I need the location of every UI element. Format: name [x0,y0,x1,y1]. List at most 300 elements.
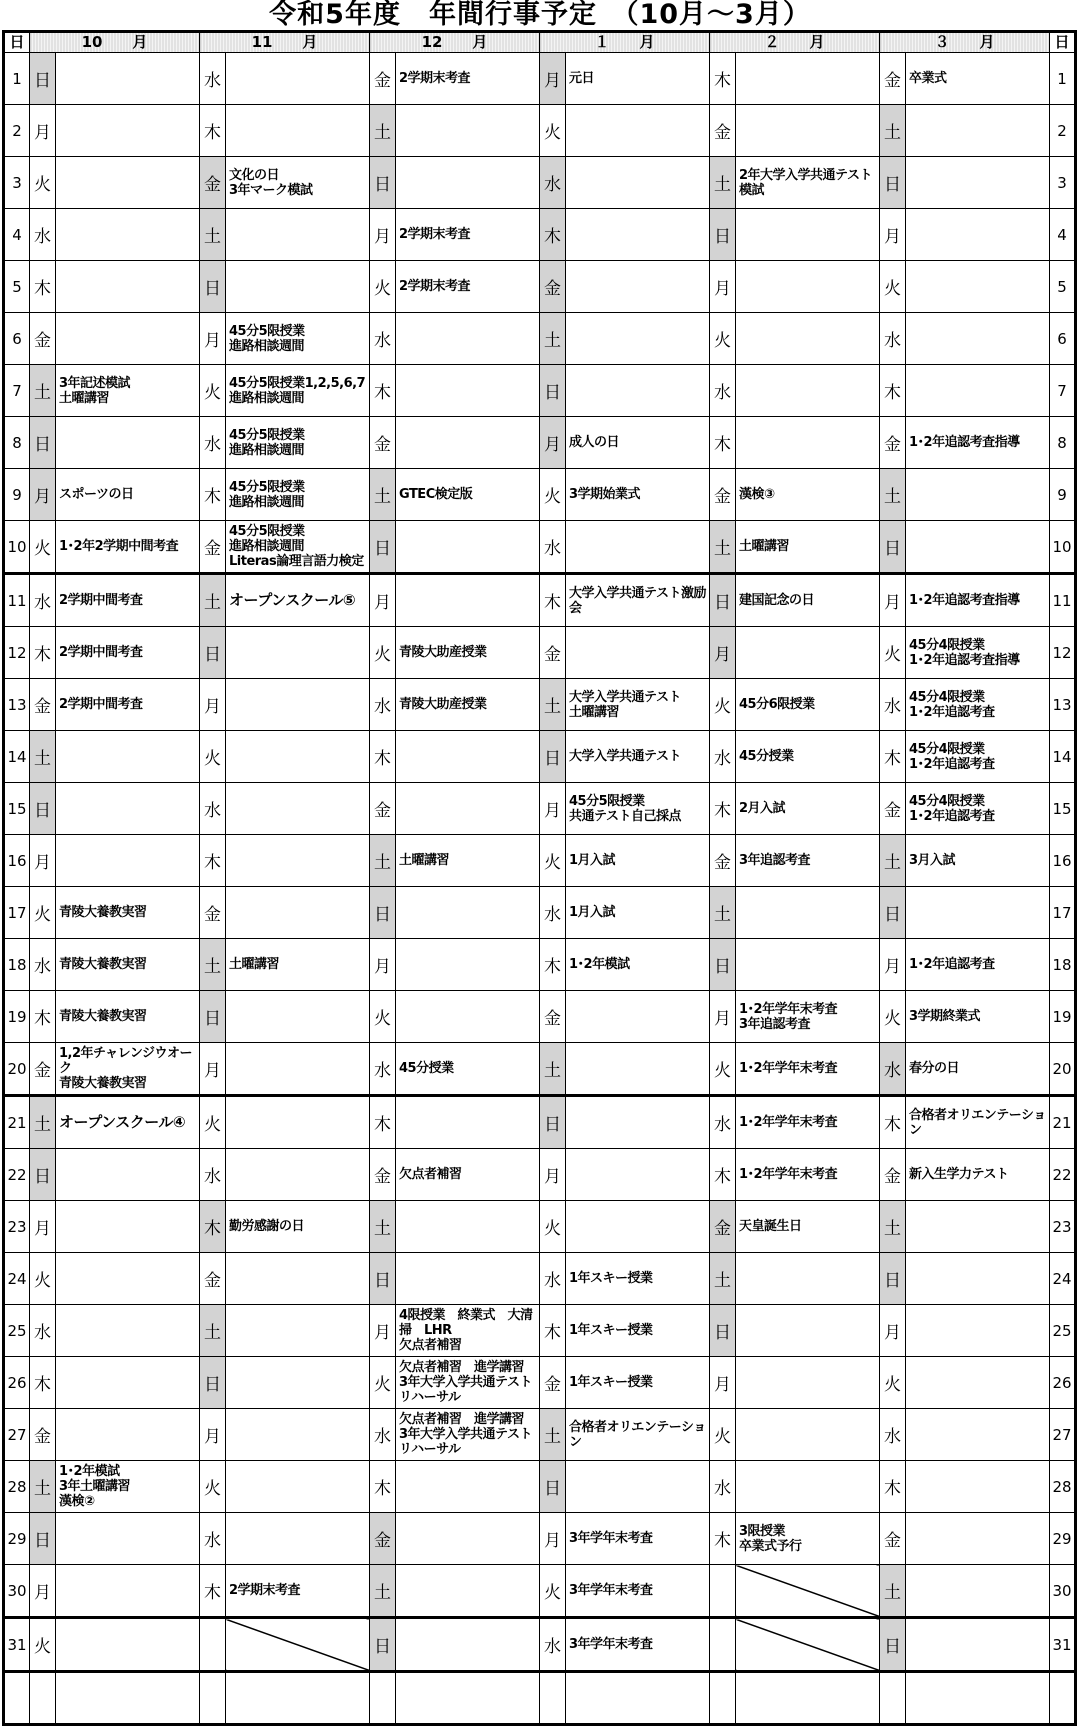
weekday-cell: 日 [200,261,226,313]
weekday-cell: 木 [370,365,396,417]
event-cell: 1月入試 [566,835,710,887]
day-number: 13 [4,679,30,731]
weekday-cell: 水 [880,679,906,731]
event-cell: 青陵大助産授業 [396,679,540,731]
day-number: 25 [4,1305,30,1357]
weekday-cell: 月 [30,1201,56,1253]
event-cell [566,157,710,209]
day-number-right: 15 [1050,783,1076,835]
event-cell [226,991,370,1043]
event-cell: 45分5限授業 進路相談週間 Literas論理言語力検定 [226,521,370,574]
day-number-right: 12 [1050,627,1076,679]
weekday-cell: 火 [30,1253,56,1305]
event-cell: 1･2年追認考査指導 [906,417,1050,469]
day-row [4,783,1076,835]
weekday-cell: 土 [880,469,906,521]
event-cell [56,1357,200,1409]
day-row [4,1357,1076,1409]
blank-cell [566,1672,710,1725]
weekday-cell: 土 [370,469,396,521]
weekday-cell: 月 [370,939,396,991]
weekday-cell: 火 [540,1201,566,1253]
day-number-right: 1 [1050,53,1076,105]
weekday-cell: 土 [200,939,226,991]
weekday-cell: 木 [540,939,566,991]
event-cell: 1･2年追認考査 [906,939,1050,991]
event-cell [906,1201,1050,1253]
weekday-cell: 金 [30,1043,56,1096]
event-cell: オープンスクール⑤ [226,574,370,627]
weekday-cell: 水 [200,1149,226,1201]
day-number-right: 6 [1050,313,1076,365]
weekday-cell: 金 [880,1149,906,1201]
weekday-cell: 木 [710,1149,736,1201]
day-number-right: 23 [1050,1201,1076,1253]
day-number-right: 5 [1050,261,1076,313]
weekday-cell: 金 [540,991,566,1043]
event-cell: 3年記述模試 土曜講習 [56,365,200,417]
day-number: 7 [4,365,30,417]
event-cell [56,1253,200,1305]
weekday-cell: 水 [30,1305,56,1357]
weekday-cell: 日 [370,521,396,574]
weekday-cell: 火 [540,835,566,887]
event-cell: 土曜講習 [396,835,540,887]
blank-row [4,1672,1076,1725]
weekday-cell: 金 [30,313,56,365]
weekday-cell: 木 [200,835,226,887]
weekday-cell: 土 [540,679,566,731]
day-row [4,1565,1076,1618]
day-number-right: 10 [1050,521,1076,574]
weekday-cell: 日 [880,1618,906,1672]
day-number: 2 [4,105,30,157]
event-cell: 天皇誕生日 [736,1201,880,1253]
event-cell: 1･2年学年末考査 [736,1043,880,1096]
weekday-cell: 月 [710,261,736,313]
event-cell [736,627,880,679]
event-cell [906,261,1050,313]
weekday-cell: 木 [30,991,56,1043]
weekday-cell: 日 [540,731,566,783]
weekday-cell: 水 [880,1043,906,1096]
page-title: 令和5年度 年間行事予定 （10月～3月） [269,0,811,30]
event-cell [736,1461,880,1513]
day-number: 19 [4,991,30,1043]
weekday-cell: 金 [710,1201,736,1253]
weekday-cell: 水 [540,1253,566,1305]
weekday-cell: 火 [540,105,566,157]
weekday-cell: 月 [30,835,56,887]
weekday-cell: 水 [880,313,906,365]
event-cell [56,157,200,209]
weekday-cell: 土 [200,1305,226,1357]
event-cell [736,1253,880,1305]
weekday-cell: 日 [880,1253,906,1305]
weekday-cell: 木 [200,105,226,157]
event-cell [906,313,1050,365]
event-cell [906,1409,1050,1461]
weekday-cell: 土 [200,574,226,627]
event-cell: 1･2年模試 3年土曜講習 漢検② [56,1461,200,1513]
weekday-cell: 土 [710,887,736,939]
day-number: 31 [4,1618,30,1672]
day-number: 11 [4,574,30,627]
day-number-right: 7 [1050,365,1076,417]
weekday-cell: 火 [30,887,56,939]
event-cell [226,731,370,783]
event-cell [906,887,1050,939]
weekday-cell: 日 [540,365,566,417]
event-cell: 1月入試 [566,887,710,939]
blank-cell [396,1672,540,1725]
event-cell: 1･2年模試 [566,939,710,991]
weekday-cell: 金 [540,627,566,679]
weekday-cell: 火 [880,991,906,1043]
day-row [4,1096,1076,1149]
event-cell [906,1357,1050,1409]
weekday-cell: 水 [540,157,566,209]
day-number: 3 [4,157,30,209]
weekday-cell: 金 [30,1409,56,1461]
weekday-cell: 金 [370,1149,396,1201]
event-cell: 2年大学入学共通テスト模試 [736,157,880,209]
day-row [4,1513,1076,1565]
event-cell [56,835,200,887]
weekday-cell: 火 [370,627,396,679]
event-cell [396,365,540,417]
event-cell [396,105,540,157]
event-cell [226,1043,370,1096]
day-number: 6 [4,313,30,365]
event-cell [736,417,880,469]
weekday-cell: 月 [540,417,566,469]
event-cell [566,209,710,261]
event-cell [906,1461,1050,1513]
weekday-cell: 水 [30,209,56,261]
weekday-cell: 火 [370,991,396,1043]
blank-cell [370,1672,396,1725]
weekday-cell: 金 [540,261,566,313]
day-number-right: 29 [1050,1513,1076,1565]
weekday-cell: 月 [30,469,56,521]
weekday-cell: 火 [880,261,906,313]
day-row [4,574,1076,627]
weekday-cell: 水 [880,1409,906,1461]
event-cell [906,1565,1050,1618]
weekday-cell: 水 [200,783,226,835]
weekday-cell: 月 [370,1305,396,1357]
blank-cell [56,1672,200,1725]
event-cell [396,417,540,469]
event-cell [396,783,540,835]
event-cell: 1･2年学年末考査 [736,1149,880,1201]
weekday-cell: 水 [540,521,566,574]
day-number: 22 [4,1149,30,1201]
event-cell [566,365,710,417]
weekday-cell: 金 [370,783,396,835]
event-cell: 1･2年追認考査指導 [906,574,1050,627]
weekday-cell: 月 [200,1409,226,1461]
blank-cell [200,1672,226,1725]
event-cell [226,1253,370,1305]
weekday-cell: 土 [540,1043,566,1096]
weekday-cell: 木 [710,783,736,835]
event-cell: 45分授業 [396,1043,540,1096]
weekday-cell: 土 [710,521,736,574]
event-cell: 1･2年学年末考査 3年追認考査 [736,991,880,1043]
weekday-cell: 木 [370,1461,396,1513]
event-cell [226,1305,370,1357]
day-row [4,365,1076,417]
event-cell: 勤労感謝の日 [226,1201,370,1253]
weekday-cell: 土 [370,835,396,887]
event-cell [56,1618,200,1672]
weekday-cell: 水 [540,887,566,939]
weekday-cell: 火 [540,1565,566,1618]
event-cell [56,1513,200,1565]
weekday-cell: 水 [200,1513,226,1565]
day-number: 1 [4,53,30,105]
event-cell: 青陵大養教実習 [56,991,200,1043]
event-cell: 欠点者補習 進学講習 3年大学入学共通テストリハーサル [396,1409,540,1461]
event-cell: 45分授業 [736,731,880,783]
schedule-table [2,30,1077,1726]
event-cell [566,1461,710,1513]
weekday-cell: 金 [710,469,736,521]
event-cell: 3年追認考査 [736,835,880,887]
weekday-cell: 木 [200,469,226,521]
event-cell [906,1253,1050,1305]
event-cell [566,1201,710,1253]
event-cell: 元日 [566,53,710,105]
weekday-cell: 金 [370,53,396,105]
weekday-cell: 土 [30,365,56,417]
weekday-cell: 月 [880,209,906,261]
day-row [4,991,1076,1043]
header-row [4,32,1076,53]
weekday-cell: 土 [880,1565,906,1618]
event-cell: 青陵大助産授業 [396,627,540,679]
weekday-cell: 火 [370,1357,396,1409]
weekday-cell: 日 [370,1618,396,1672]
weekday-cell: 日 [200,1357,226,1409]
weekday-cell: 火 [200,1461,226,1513]
weekday-cell: 水 [370,313,396,365]
event-cell: 3月入試 [906,835,1050,887]
weekday-cell: 月 [200,679,226,731]
weekday-cell: 火 [710,313,736,365]
day-row [4,521,1076,574]
event-cell [56,105,200,157]
weekday-cell: 木 [200,1565,226,1618]
event-cell [226,887,370,939]
weekday-cell: 金 [370,1513,396,1565]
month-header: ２ 月 [710,32,880,53]
weekday-cell: 金 [540,1357,566,1409]
weekday-cell: 月 [540,53,566,105]
month-header: 12 月 [370,32,540,53]
weekday-cell: 火 [880,1357,906,1409]
day-number-right: 18 [1050,939,1076,991]
event-cell: 春分の日 [906,1043,1050,1096]
event-cell [906,365,1050,417]
event-cell [906,209,1050,261]
event-cell [736,939,880,991]
weekday-cell: 日 [540,1461,566,1513]
event-cell [396,1618,540,1672]
event-cell [226,1461,370,1513]
event-cell: 土曜講習 [736,521,880,574]
event-cell [226,835,370,887]
event-cell [56,1201,200,1253]
day-number-right: 2 [1050,105,1076,157]
weekday-cell: 木 [710,417,736,469]
event-cell: 2学期末考査 [396,53,540,105]
day-number: 24 [4,1253,30,1305]
event-cell [226,53,370,105]
weekday-cell: 木 [30,627,56,679]
event-cell [736,1618,880,1672]
event-cell [226,261,370,313]
event-cell: 土曜講習 [226,939,370,991]
event-cell: 4限授業 終業式 大清掃 LHR 欠点者補習 [396,1305,540,1357]
event-cell: 3年学年末考査 [566,1565,710,1618]
blank-cell [906,1672,1050,1725]
event-cell [736,261,880,313]
weekday-cell: 土 [880,835,906,887]
event-cell [226,1618,370,1672]
event-cell: 大学入学共通テスト激励会 [566,574,710,627]
weekday-cell: 月 [880,1305,906,1357]
day-row [4,209,1076,261]
day-number-right: 3 [1050,157,1076,209]
event-cell [56,1409,200,1461]
day-header-left: 日 [4,32,30,53]
day-row [4,835,1076,887]
event-cell: 大学入学共通テスト 土曜講習 [566,679,710,731]
weekday-cell: 水 [710,1461,736,1513]
event-cell: 45分4限授業 1･2年追認考査 [906,783,1050,835]
event-cell: 合格者オリエンテーション [906,1096,1050,1149]
weekday-cell: 火 [880,627,906,679]
weekday-cell: 月 [540,1149,566,1201]
event-cell [396,1461,540,1513]
event-cell [736,887,880,939]
event-cell [736,1565,880,1618]
weekday-cell: 金 [200,887,226,939]
event-cell: 合格者オリエンテーション [566,1409,710,1461]
day-row [4,417,1076,469]
event-cell [566,1149,710,1201]
event-cell: 1,2年チャレンジウオーク 青陵大養教実習 [56,1043,200,1096]
day-row [4,1618,1076,1672]
day-number-right: 14 [1050,731,1076,783]
event-cell [736,209,880,261]
weekday-cell: 木 [880,731,906,783]
event-cell: オープンスクール④ [56,1096,200,1149]
weekday-cell: 月 [30,1565,56,1618]
event-cell: 45分5限授業 共通テスト自己採点 [566,783,710,835]
day-number-right: 24 [1050,1253,1076,1305]
event-cell [396,157,540,209]
weekday-cell: 土 [30,731,56,783]
weekday-cell: 火 [30,1618,56,1672]
event-cell [736,365,880,417]
event-cell: 青陵大養教実習 [56,939,200,991]
day-number: 10 [4,521,30,574]
day-row [4,1201,1076,1253]
weekday-cell: 金 [370,417,396,469]
month-header: 11 月 [200,32,370,53]
day-number-right: 13 [1050,679,1076,731]
event-cell: 大学入学共通テスト [566,731,710,783]
blank-cell [226,1672,370,1725]
weekday-cell: 木 [370,731,396,783]
event-cell [906,105,1050,157]
event-cell: 建国記念の日 [736,574,880,627]
weekday-cell: 日 [370,157,396,209]
blank-cell [30,1672,56,1725]
event-cell: 2学期中間考査 [56,574,200,627]
weekday-cell [200,1618,226,1672]
weekday-cell: 土 [540,313,566,365]
day-number: 20 [4,1043,30,1096]
weekday-cell: 火 [200,731,226,783]
weekday-cell: 土 [30,1461,56,1513]
weekday-cell [710,1618,736,1672]
day-number: 5 [4,261,30,313]
weekday-cell: 月 [30,105,56,157]
event-cell: 2学期末考査 [396,209,540,261]
weekday-cell: 日 [30,417,56,469]
weekday-cell: 土 [370,1201,396,1253]
weekday-cell: 火 [540,469,566,521]
event-cell [396,521,540,574]
weekday-cell: 日 [30,1513,56,1565]
day-number-right: 8 [1050,417,1076,469]
event-cell: GTEC検定版 [396,469,540,521]
weekday-cell: 水 [30,939,56,991]
weekday-cell: 金 [200,157,226,209]
weekday-cell: 木 [30,1357,56,1409]
weekday-cell: 水 [200,53,226,105]
event-cell: 45分5限授業 進路相談週間 [226,417,370,469]
event-cell: 45分4限授業 1･2年追認考査 [906,731,1050,783]
event-cell: 2学期末考査 [396,261,540,313]
event-cell: 3学期始業式 [566,469,710,521]
day-row [4,679,1076,731]
day-row [4,1253,1076,1305]
event-cell: 2学期中間考査 [56,627,200,679]
event-cell: 1･2年2学期中間考査 [56,521,200,574]
event-cell [566,313,710,365]
weekday-cell: 金 [880,53,906,105]
weekday-cell: 月 [370,574,396,627]
weekday-cell: 金 [880,783,906,835]
event-cell [906,157,1050,209]
day-number: 8 [4,417,30,469]
weekday-cell: 日 [200,627,226,679]
event-cell [906,1618,1050,1672]
day-number: 30 [4,1565,30,1618]
weekday-cell: 木 [880,365,906,417]
event-cell [736,53,880,105]
weekday-cell: 金 [200,521,226,574]
weekday-cell: 水 [540,1618,566,1672]
event-cell: 1年スキー授業 [566,1357,710,1409]
event-cell: 45分5限授業1,2,5,6,7 進路相談週間 [226,365,370,417]
